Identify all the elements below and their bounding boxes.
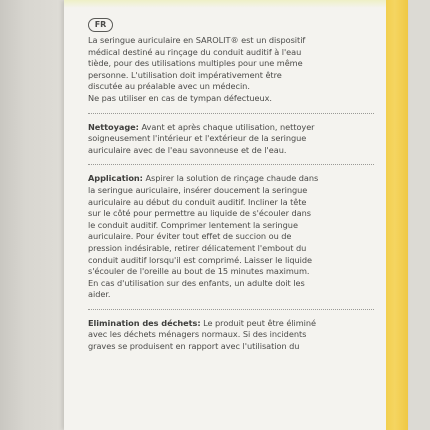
application-line: Aspirer la solution de rinçage chaude dans [142, 173, 319, 184]
cleaning-line: auriculaire avec de l'eau savonneuse et de l'eau. [88, 144, 287, 155]
disposal-line: avec les déchets ménagers normaux. Si des incidents [88, 329, 307, 340]
section-divider [88, 164, 374, 165]
application-line: s'écouler de l'oreille au bout de 15 minutes maximum. [88, 266, 310, 277]
application-line: auriculaire. Pour éviter tout effet de succion ou de [88, 231, 292, 242]
application-paragraph [88, 173, 374, 301]
intro-line: personne. L'utilisation doit impérativement être [88, 69, 282, 80]
instruction-text [88, 18, 374, 353]
intro-line: La seringue auriculaire en SAROLIT® est un dispositif [88, 35, 306, 45]
application-line: En cas d'utilisation sur des enfants, un adulte doit les [88, 277, 305, 288]
application-line: conduit auditif lorsqu'il est comprimé. Laisser le liquide [88, 254, 313, 265]
top-tint [64, 0, 408, 8]
section-divider [88, 113, 374, 114]
application-line: sur le côté pour permettre au liquide de s'écouler dans [88, 208, 311, 219]
intro-line: tiède, pour des utilisations multiples pour une même [88, 58, 303, 69]
disposal-line: graves se produisent en rapport avec l'utilisation du [88, 341, 300, 352]
yellow-edge-stripe [386, 0, 408, 430]
application-line: pression indésirable, retirer délicatement l'embout du [88, 242, 307, 253]
application-heading: Application: [88, 173, 143, 184]
cleaning-line: soigneusement l'intérieur et l'extérieur de la seringue [88, 133, 307, 144]
disposal-line: Le produit peut être éliminé [200, 317, 317, 328]
cleaning-heading: Nettoyage: [88, 121, 139, 132]
package-panel [64, 0, 408, 430]
intro-line: Ne pas utiliser en cas de tympan défectueux. [88, 92, 272, 103]
cleaning-line: Avant et après chaque utilisation, nettoyer [138, 121, 315, 132]
disposal-heading: Elimination des déchets: [88, 317, 201, 328]
language-badge: FR [88, 18, 113, 32]
section-divider [88, 309, 374, 310]
cleaning-paragraph [88, 122, 374, 157]
intro-line: discutée au préalable avec un médecin. [88, 81, 250, 92]
intro-line: médical destiné au rinçage du conduit auditif à l'eau [88, 46, 302, 57]
disposal-paragraph [88, 318, 374, 353]
application-line: le conduit auditif. Comprimer lentement la seringue [88, 219, 298, 230]
application-line: aider. [88, 289, 111, 300]
application-line: la seringue auriculaire, insérer doucement la seringue [88, 184, 308, 195]
application-line: auriculaire au début du conduit auditif. Incliner la tête [88, 196, 307, 207]
intro-paragraph [88, 35, 374, 105]
